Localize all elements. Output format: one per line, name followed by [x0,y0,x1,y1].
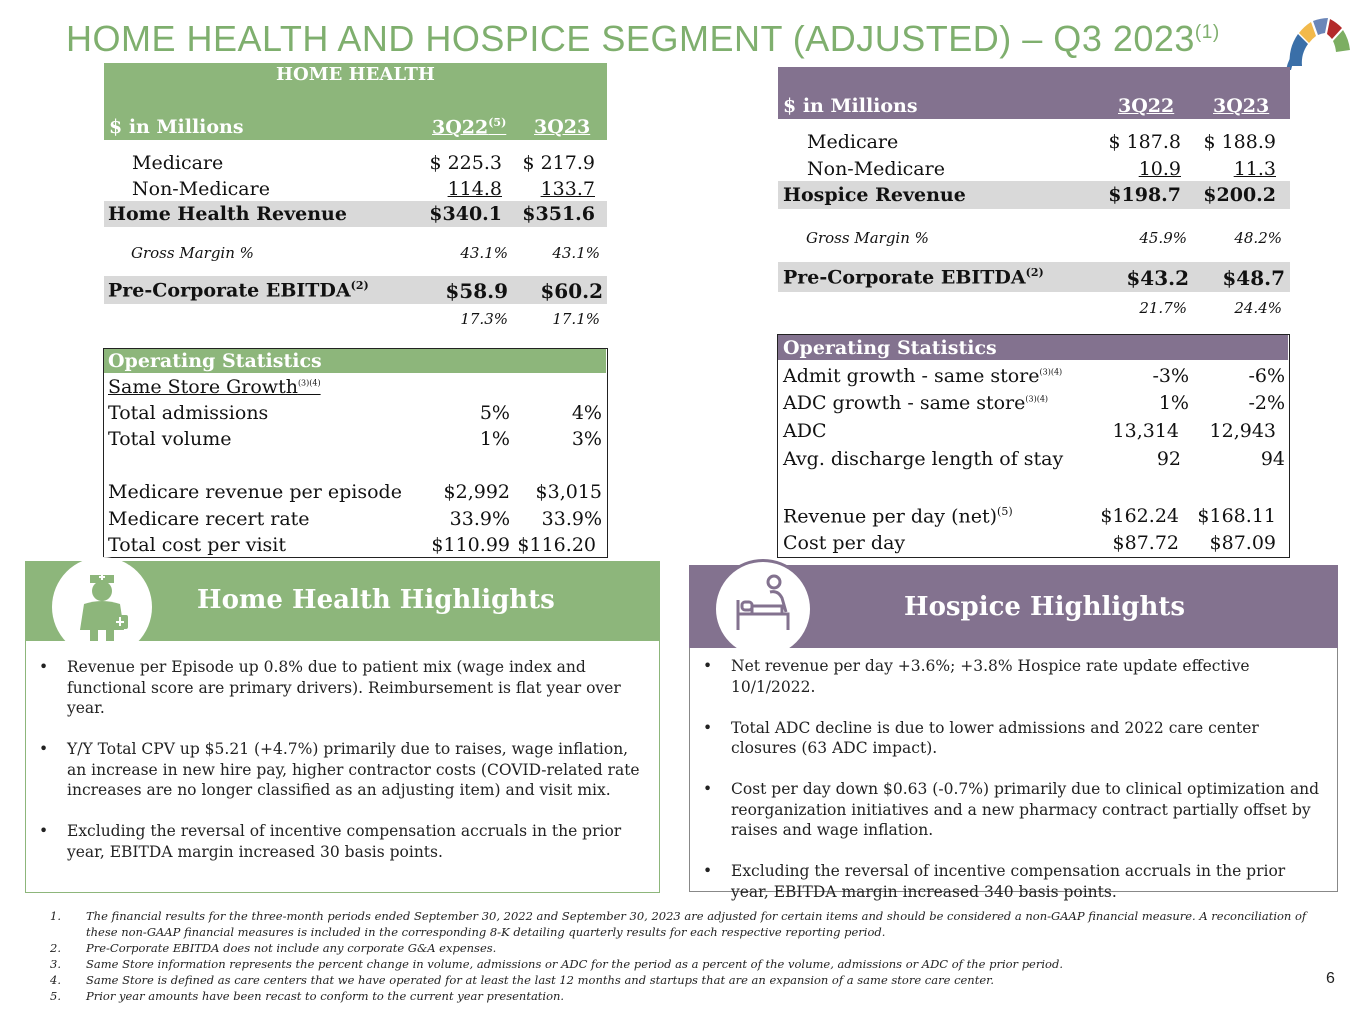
hh-stat-label: Medicare recert rate [108,508,310,530]
patient-bed-icon [716,562,810,656]
hh-ebitda-margin-3q23: 17.1% [552,310,600,328]
hos-row-medicare-3q22: $ 187.8 [1108,131,1181,153]
hh-stat-3q23: $116.20 [517,534,596,556]
hos-stat-3q23: -6% [1248,365,1285,387]
hos-highlights-title: Hospice Highlights [904,592,1186,622]
hos-stat-label: Revenue per day (net)$^{(5)}$ [783,505,1013,528]
hh-revenue-label: Home Health Revenue [108,203,347,225]
hh-row-nonmedicare-label: Non-Medicare [132,178,270,200]
hos-gross-margin-label: Gross Margin % [806,229,929,247]
hh-revenue-3q23: $351.6 [522,203,595,225]
hh-stats-header: Operating Statistics [108,350,322,372]
hh-ebitda-margin-3q22: 17.3% [460,310,508,328]
hh-gross-margin-3q23: 43.1% [552,244,600,262]
hh-stat-3q23: $3,015 [535,481,602,503]
hos-stat-3q22: 92 [1156,448,1181,470]
hos-col-3q23: 3Q23 [1213,95,1270,117]
hh-row-medicare-3q22: $ 225.3 [429,152,502,174]
hos-highlight-item: • Excluding the reversal of incentive compensation accruals in the prior year, EBITDA margin increased 340 basis points. [690,861,1327,902]
hh-stat-label: Total admissions [108,402,269,424]
hos-stat-3q22: 13,314 [1112,420,1179,442]
hos-stat-label: Cost per day [783,532,906,554]
hos-stat-label: Avg. discharge length of stay [783,448,1064,470]
hos-unit-label: $ in Millions [783,95,918,117]
hos-highlights-list [690,648,1337,902]
hos-highlight-item: • Cost per day down $0.63 (-0.7%) primarily due to clinical optimization and reorganization initiatives and a new pharmacy contract partially offset by raises and wage inflation. [690,779,1327,841]
hos-revenue-3q22: $198.7 [1108,184,1181,206]
hos-col-3q22: 3Q22 [1118,95,1175,117]
hos-stats-header: Operating Statistics [783,337,997,359]
footnotes [50,908,1320,1004]
hos-row-nonmedicare-label: Non-Medicare [807,158,945,180]
company-logo [1284,14,1350,74]
hos-stat-3q22: -3% [1152,365,1189,387]
hh-row-nonmedicare-3q22: 114.8 [447,178,502,200]
hos-stat-3q23: 12,943 [1209,420,1276,442]
hos-row-nonmedicare-3q22: 10.9 [1138,158,1181,180]
hh-stat-3q22: 5% [479,402,510,424]
footnote: 4. Same Store is defined as care centers that we have operated for at least the last 12 months and startups that are an expansion of a same store care center. [50,973,995,987]
hh-highlight-item: • Y/Y Total CPV up $5.21 (+4.7%) primarily due to raises, wage inflation, an increase in new hire pay, higher contractor costs (COVID-related rate increases are no longer classified as an adjusting item) and visit mix. [26,739,649,801]
hos-stat-3q23: -2% [1248,392,1285,414]
hos-revenue-3q23: $200.2 [1203,184,1276,206]
hos-ebitda-3q22: $43.2 [1126,266,1189,290]
hh-stat-3q22: 1% [479,428,510,450]
hos-ebitda-3q23: $48.7 [1222,266,1285,290]
hh-stat-label: Total cost per visit [108,534,287,556]
hos-revenue-label: Hospice Revenue [783,184,966,206]
hh-stats-subheader: Same Store Growth$^{(3)(4)}$ [108,376,321,398]
hos-stat-label: Admit growth - same store$^{(3)(4)}$ [783,365,1063,387]
hos-ebitda-margin-3q23: 24.4% [1234,299,1282,317]
hh-stat-3q22: 33.9% [449,508,510,530]
page-number: 6 [1326,970,1335,987]
hh-stat-3q22: $2,992 [443,481,510,503]
hh-col-3q23: 3Q23 [534,116,591,138]
hos-highlights-icon-circle [713,559,813,659]
hos-gross-margin-3q23: 48.2% [1234,229,1282,247]
hos-stat-3q22: $87.72 [1112,532,1179,554]
hh-ebitda-3q23: $60.2 [540,279,603,303]
hos-stat-3q23: 94 [1260,448,1285,470]
footnote: 2. Pre-Corporate EBITDA does not include any corporate G&A expenses. [50,941,497,955]
hh-highlight-item: • Revenue per Episode up 0.8% due to patient mix (wage index and functional score are primary drivers). Reimbursement is flat year over year. [26,657,649,719]
hos-stat-3q23: $87.09 [1209,532,1276,554]
hos-highlight-item: • Net revenue per day +3.6%; +3.8% Hospice rate update effective 10/1/2022. [690,656,1327,697]
hh-row-medicare-3q23: $ 217.9 [522,152,595,174]
hos-operating-stats-table [777,334,1290,558]
hos-stat-3q23: $168.11 [1197,505,1276,527]
hos-highlights-box [689,648,1338,901]
hh-revenue-3q22: $340.1 [429,203,502,225]
hh-stat-3q23: 33.9% [541,508,602,530]
hos-row-medicare-3q23: $ 188.9 [1203,131,1276,153]
hh-gross-margin-label: Gross Margin % [131,244,254,262]
hh-stat-3q23: 4% [571,402,602,424]
hh-highlights-title: Home Health Highlights [197,585,555,615]
hos-gross-margin-3q22: 45.9% [1139,229,1187,247]
hh-stat-label: Total volume [108,428,232,450]
hos-highlight-item: • Total ADC decline is due to lower admissions and 2022 care center closures (63 ADC impact). [690,718,1327,759]
hos-stat-label: ADC growth - same store$^{(3)(4)}$ [783,392,1049,414]
footnote: 5. Prior year amounts have been recast to conform to the current year presentation. [50,989,565,1003]
hos-row-nonmedicare-3q23: 11.3 [1233,158,1276,180]
footnote: 3. Same Store information represents the percent change in volume, admissions or ADC for the period as a percent of the volume, admissions or ADC of the prior period. [50,957,1063,971]
hh-row-nonmedicare-3q23: 133.7 [540,178,595,200]
hos-stat-label: ADC [783,420,827,442]
hh-ebitda-label: Pre-Corporate EBITDA$^{(2)}$ [108,279,369,302]
home-health-section-label: HOME HEALTH [276,64,435,85]
hos-stat-3q22: 1% [1158,392,1189,414]
hh-row-medicare-label: Medicare [132,152,224,174]
page-title: HOME HEALTH AND HOSPICE SEGMENT (ADJUSTED) – Q3 2023$^{(1)}$ [66,18,1220,59]
hh-col-3q22: 3Q22$^{(5)}$ [432,116,507,139]
hh-highlight-item: • Excluding the reversal of incentive compensation accruals in the prior year, EBITDA margin increased 30 basis points. [26,821,649,862]
hh-stat-3q23: 3% [571,428,602,450]
hh-gross-margin-3q22: 43.1% [460,244,508,262]
hos-ebitda-label: Pre-Corporate EBITDA$^{(2)}$ [783,266,1044,289]
hh-unit-label: $ in Millions [109,116,244,138]
hh-stat-3q22: $110.99 [431,534,510,556]
hh-ebitda-3q22: $58.9 [445,279,508,303]
hh-operating-stats-table [103,348,608,558]
footnote: 1. The financial results for the three-month periods ended September 30, 2022 and September 30, 2023 are adjusted for certain items and should be considered a non-GAAP financial measure. A reconciliation of these non-GAAP financial measures is included in the corresponding 8-K detailing quarterly results for each respective reporting period. [50,909,1307,939]
hh-highlights-list [26,641,659,862]
hh-stat-label: Medicare revenue per episode [108,481,402,503]
hos-row-medicare-label: Medicare [807,131,899,153]
hos-stat-3q22: $162.24 [1100,505,1179,527]
hos-ebitda-margin-3q22: 21.7% [1139,299,1187,317]
hh-highlights-box [25,641,660,893]
